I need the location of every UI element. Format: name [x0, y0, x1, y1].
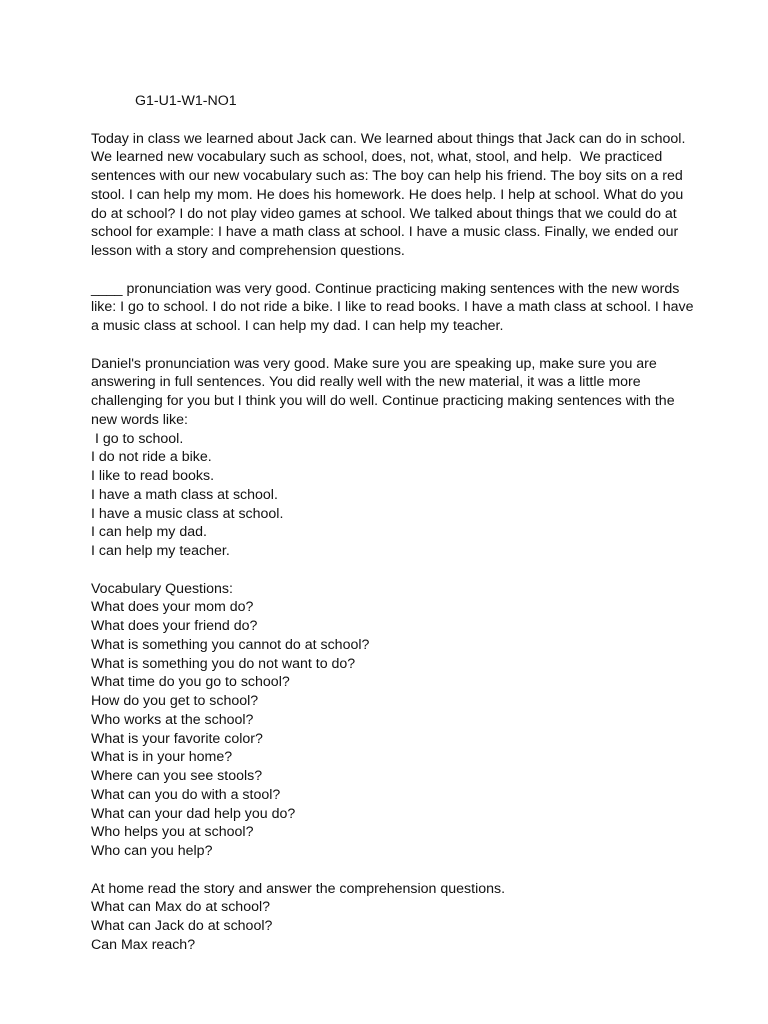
comprehension-question: What can Jack do at school?	[91, 918, 273, 934]
example-sentence: I have a music class at school.	[91, 505, 284, 522]
example-sentence: I go to school.	[91, 430, 184, 447]
vocabulary-question: How do you get to school?	[91, 693, 259, 709]
summary-line: lesson with a story and comprehension questions.	[91, 243, 405, 259]
vocabulary-question: What does your mom do?	[91, 599, 254, 616]
document-page	[91, 92, 694, 973]
example-sentence: I can help my dad.	[91, 524, 207, 541]
example-sentence: I like to read books.	[91, 468, 215, 484]
feedback-line: new words like:	[91, 411, 188, 428]
example-sentence: I have a math class at school.	[91, 486, 278, 503]
feedback-line: challenging for you but I think you will do well. Continue practicing making sentences with the	[91, 393, 675, 409]
vocabulary-question: What time do you go to school?	[91, 674, 290, 691]
summary-line: school for example: I have a math class at school. I have a music class. Finally, we ended our	[91, 224, 679, 241]
vocabulary-question: What can your dad help you do?	[91, 805, 296, 822]
vocabulary-question: What can you do with a stool?	[91, 786, 281, 803]
vocabulary-question: What is your favorite color?	[91, 730, 263, 747]
homework-heading: At home read the story and answer the comprehension questions.	[91, 880, 506, 897]
vocabulary-questions-section	[91, 580, 691, 861]
summary-line: do at school? I do not play video games at school. We talked about things that we could do at	[91, 205, 677, 222]
vocabulary-question: Who works at the school?	[91, 711, 254, 728]
summary-line: stool. I can help my mom. He does his homework. He does help. I help at school. What do you	[91, 186, 684, 203]
feedback-line: like: I go to school. I do not ride a bike. I like to read books. I have a math class at school. I have	[91, 299, 694, 316]
vocabulary-question-list	[91, 598, 691, 861]
daniel-feedback-section	[91, 355, 691, 561]
vocabulary-question: Who helps you at school?	[91, 824, 254, 841]
summary-line: Today in class we learned about Jack can. We learned about things that Jack can do in school.	[91, 130, 686, 147]
comprehension-question-list	[91, 898, 691, 954]
vocabulary-question: Who can you help?	[91, 843, 213, 859]
vocabulary-question: Where can you see stools?	[91, 768, 263, 784]
feedback-line: a music class at school. I can help my dad. I can help my teacher.	[91, 318, 504, 334]
feedback-line: answering in full sentences. You did really well with the new material, it was a little more	[91, 374, 641, 391]
vocabulary-question: What is something you cannot do at school?	[91, 636, 370, 653]
feedback-line: Daniel's pronunciation was very good. Make sure you are speaking up, make sure you are	[91, 355, 657, 372]
homework-section	[91, 880, 691, 955]
vocabulary-question: What does your friend do?	[91, 618, 258, 634]
vocabulary-heading: Vocabulary Questions:	[91, 580, 233, 597]
example-sentence-list	[91, 430, 691, 561]
blank-student-feedback-paragraph	[91, 280, 694, 336]
comprehension-question: What can Max do at school?	[91, 899, 271, 916]
example-sentence: I do not ride a bike.	[91, 449, 212, 466]
comprehension-question: Can Max reach?	[91, 936, 196, 953]
vocabulary-question: What is something you do not want to do?	[91, 655, 356, 672]
summary-line: sentences with our new vocabulary such as: The boy can help his friend. The boy sits on a red	[91, 168, 683, 184]
example-sentence: I can help my teacher.	[91, 543, 230, 559]
document-title: G1-U1-W1-NO1	[135, 93, 237, 109]
feedback-line: ____ pronunciation was very good. Continue practicing making sentences with the new words	[91, 280, 680, 297]
summary-line: We learned new vocabulary such as school, does, not, what, stool, and help. We practiced	[91, 149, 663, 166]
vocabulary-question: What is in your home?	[91, 749, 233, 766]
class-summary-paragraph	[91, 130, 691, 261]
